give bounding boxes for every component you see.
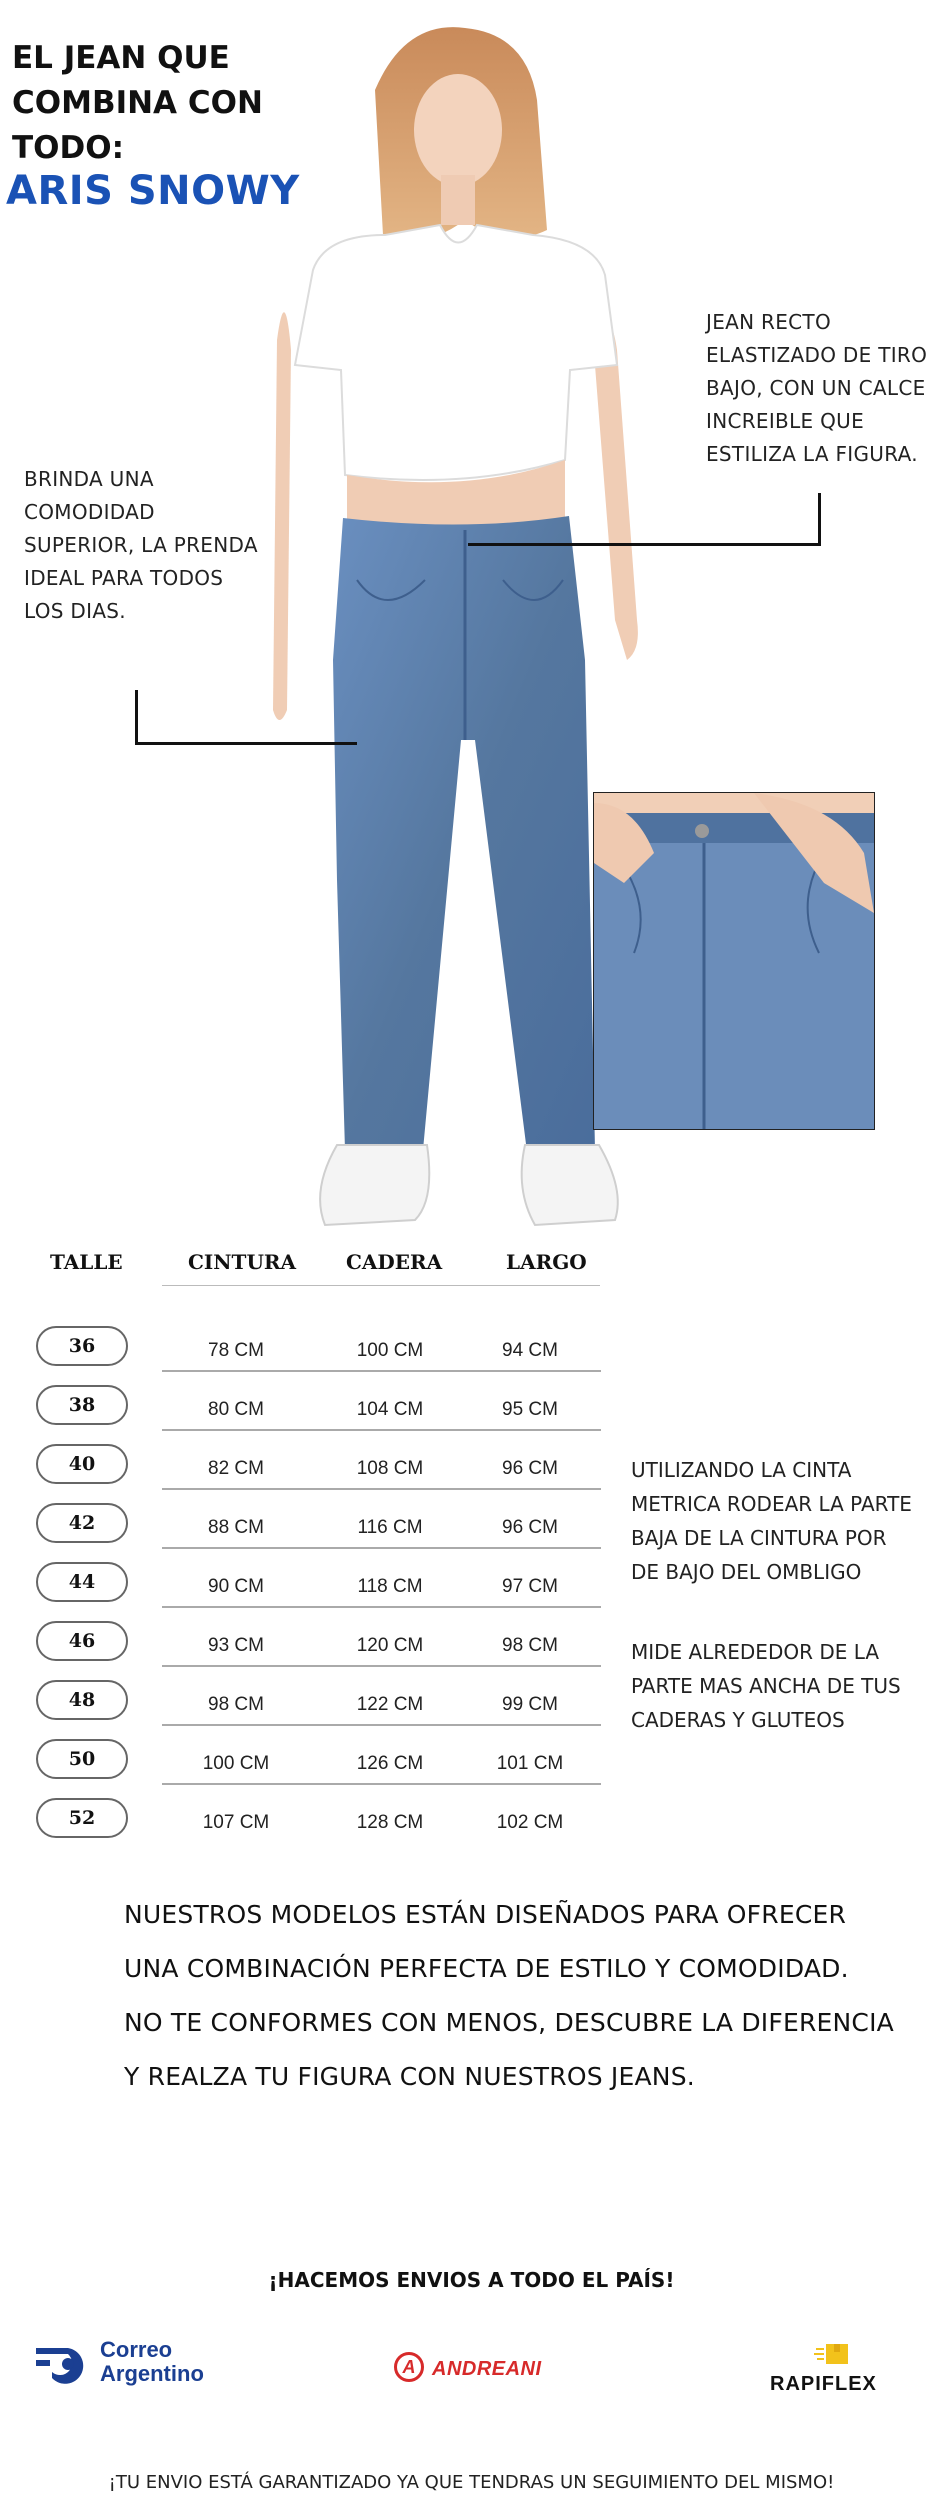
size-row	[36, 1739, 601, 1789]
size-header-divider	[162, 1285, 600, 1286]
largo-cell: 95 CM	[502, 1399, 558, 1420]
size-pill: 46	[36, 1621, 128, 1661]
size-row	[36, 1326, 601, 1376]
size-pill: 44	[36, 1562, 128, 1602]
largo-cell: 102 CM	[496, 1812, 564, 1833]
instruction-line: DE BAJO DEL OMBLIGO	[631, 1560, 862, 1584]
instruction-line: PARTE MAS ANCHA DE TUS	[631, 1674, 901, 1698]
promo-line: NUESTROS MODELOS ESTÁN DISEÑADOS PARA OFRECER	[124, 1900, 847, 1929]
headline-line: TODO:	[12, 130, 124, 166]
largo-cell: 97 CM	[502, 1576, 558, 1597]
correo-argentino-logo-icon	[34, 2340, 94, 2390]
correo-argentino-name	[100, 2338, 204, 2386]
correo-argentino-logo	[34, 2336, 234, 2396]
row-divider	[162, 1429, 601, 1431]
promo-line: NO TE CONFORMES CON MENOS, DESCUBRE LA DIFERENCIA	[124, 2008, 894, 2037]
waist-detail-illustration	[594, 793, 874, 1129]
shipping-guarantee: ¡TU ENVIO ESTÁ GARANTIZADO YA QUE TENDRAS UN SEGUIMIENTO DEL MISMO!	[108, 2472, 835, 2493]
instruction-line: BAJA DE LA CINTURA POR	[631, 1526, 887, 1550]
size-pill: 40	[36, 1444, 128, 1484]
largo-cell: 99 CM	[502, 1694, 558, 1715]
callout-line-right	[468, 543, 820, 546]
correo-name-line: Correo	[100, 2337, 173, 2362]
cintura-cell: 98 CM	[208, 1694, 264, 1715]
size-pill: 50	[36, 1739, 128, 1779]
callout-line-left	[135, 742, 357, 745]
largo-cell: 96 CM	[502, 1517, 558, 1538]
cadera-cell: 116 CM	[357, 1517, 423, 1538]
size-pill: 42	[36, 1503, 128, 1543]
cadera-cell: 126 CM	[356, 1753, 424, 1774]
cadera-cell: 104 CM	[356, 1399, 424, 1420]
andreani-logo-icon	[394, 2352, 424, 2382]
instruction-line: CADERAS Y GLUTEOS	[631, 1708, 845, 1732]
callout-line-left	[135, 690, 138, 745]
row-divider	[162, 1488, 601, 1490]
andreani-mark: A	[402, 2356, 416, 2377]
largo-cell: 101 CM	[496, 1753, 564, 1774]
feature-note-line: BRINDA UNA	[24, 467, 154, 491]
cintura-cell: 82 CM	[208, 1458, 264, 1479]
cadera-cell: 100 CM	[356, 1340, 424, 1361]
row-divider	[162, 1370, 601, 1372]
rapiflex-name: RAPIFLEX	[770, 2373, 877, 2395]
waist-detail-photo	[593, 792, 875, 1130]
size-pill: 38	[36, 1385, 128, 1425]
size-row	[36, 1444, 601, 1494]
correo-name-line: Argentino	[100, 2361, 204, 2386]
cintura-cell: 90 CM	[208, 1576, 264, 1597]
size-row	[36, 1798, 601, 1848]
cadera-cell: 128 CM	[356, 1812, 424, 1833]
size-row	[36, 1621, 601, 1671]
product-name: ARIS SNOWY	[6, 168, 300, 214]
row-divider	[162, 1665, 601, 1667]
feature-note-line: LOS DIAS.	[24, 599, 126, 623]
cadera-cell: 118 CM	[357, 1576, 423, 1597]
feature-note-line: ELASTIZADO DE TIRO	[706, 343, 928, 367]
headline-line: COMBINA CON	[12, 85, 263, 121]
cadera-cell: 120 CM	[356, 1635, 424, 1656]
callout-line-right	[818, 493, 821, 546]
rapiflex-logo	[770, 2340, 900, 2400]
size-header-cintura: CINTURA	[188, 1250, 297, 1274]
promo-line: Y REALZA TU FIGURA CON NUESTROS JEANS.	[124, 2062, 695, 2091]
feature-note-right	[706, 306, 927, 471]
cintura-cell: 93 CM	[208, 1635, 264, 1656]
size-row	[36, 1503, 601, 1553]
instruction-line: METRICA RODEAR LA PARTE	[631, 1492, 912, 1516]
cintura-cell: 78 CM	[208, 1340, 264, 1361]
feature-note-line: BAJO, CON UN CALCE	[706, 376, 926, 400]
cintura-cell: 88 CM	[208, 1517, 264, 1538]
feature-note-line: ESTILIZA LA FIGURA.	[706, 442, 918, 466]
size-row	[36, 1385, 601, 1435]
feature-note-line: SUPERIOR, LA PRENDA	[24, 533, 258, 557]
size-header-cadera: CADERA	[346, 1250, 443, 1274]
size-header-talle: TALLE	[50, 1250, 123, 1274]
cintura-cell: 80 CM	[208, 1399, 264, 1420]
feature-note-line: INCREIBLE QUE	[706, 409, 865, 433]
row-divider	[162, 1547, 601, 1549]
cintura-cell: 100 CM	[202, 1753, 270, 1774]
feature-note-line: COMODIDAD	[24, 500, 155, 524]
row-divider	[162, 1606, 601, 1608]
feature-note-line: IDEAL PARA TODOS	[24, 566, 224, 590]
shipping-title: ¡HACEMOS ENVIOS A TODO EL PAÍS!	[268, 2268, 675, 2292]
largo-cell: 94 CM	[502, 1340, 558, 1361]
feature-note-left	[24, 463, 258, 628]
size-pill: 36	[36, 1326, 128, 1366]
size-pill: 52	[36, 1798, 128, 1838]
size-pill: 48	[36, 1680, 128, 1720]
waist-instructions	[631, 1453, 912, 1589]
cadera-cell: 108 CM	[356, 1458, 424, 1479]
feature-note-line: JEAN RECTO	[706, 310, 831, 334]
largo-cell: 96 CM	[502, 1458, 558, 1479]
headline-line: EL JEAN QUE	[12, 40, 230, 76]
instruction-line: MIDE ALREDEDOR DE LA	[631, 1640, 880, 1664]
andreani-name: ANDREANI	[432, 2358, 542, 2380]
row-divider	[162, 1724, 601, 1726]
promo-text	[124, 1888, 894, 2104]
hips-instructions	[631, 1635, 901, 1737]
promo-line: UNA COMBINACIÓN PERFECTA DE ESTILO Y COMODIDAD.	[124, 1954, 849, 1983]
cintura-cell: 107 CM	[202, 1812, 270, 1833]
size-row	[36, 1680, 601, 1730]
size-row	[36, 1562, 601, 1612]
andreani-logo	[394, 2350, 574, 2390]
instruction-line: UTILIZANDO LA CINTA	[631, 1458, 852, 1482]
largo-cell: 98 CM	[502, 1635, 558, 1656]
row-divider	[162, 1783, 601, 1785]
cadera-cell: 122 CM	[356, 1694, 424, 1715]
size-header-largo: LARGO	[506, 1250, 587, 1274]
rapiflex-logo-icon	[814, 2340, 854, 2370]
